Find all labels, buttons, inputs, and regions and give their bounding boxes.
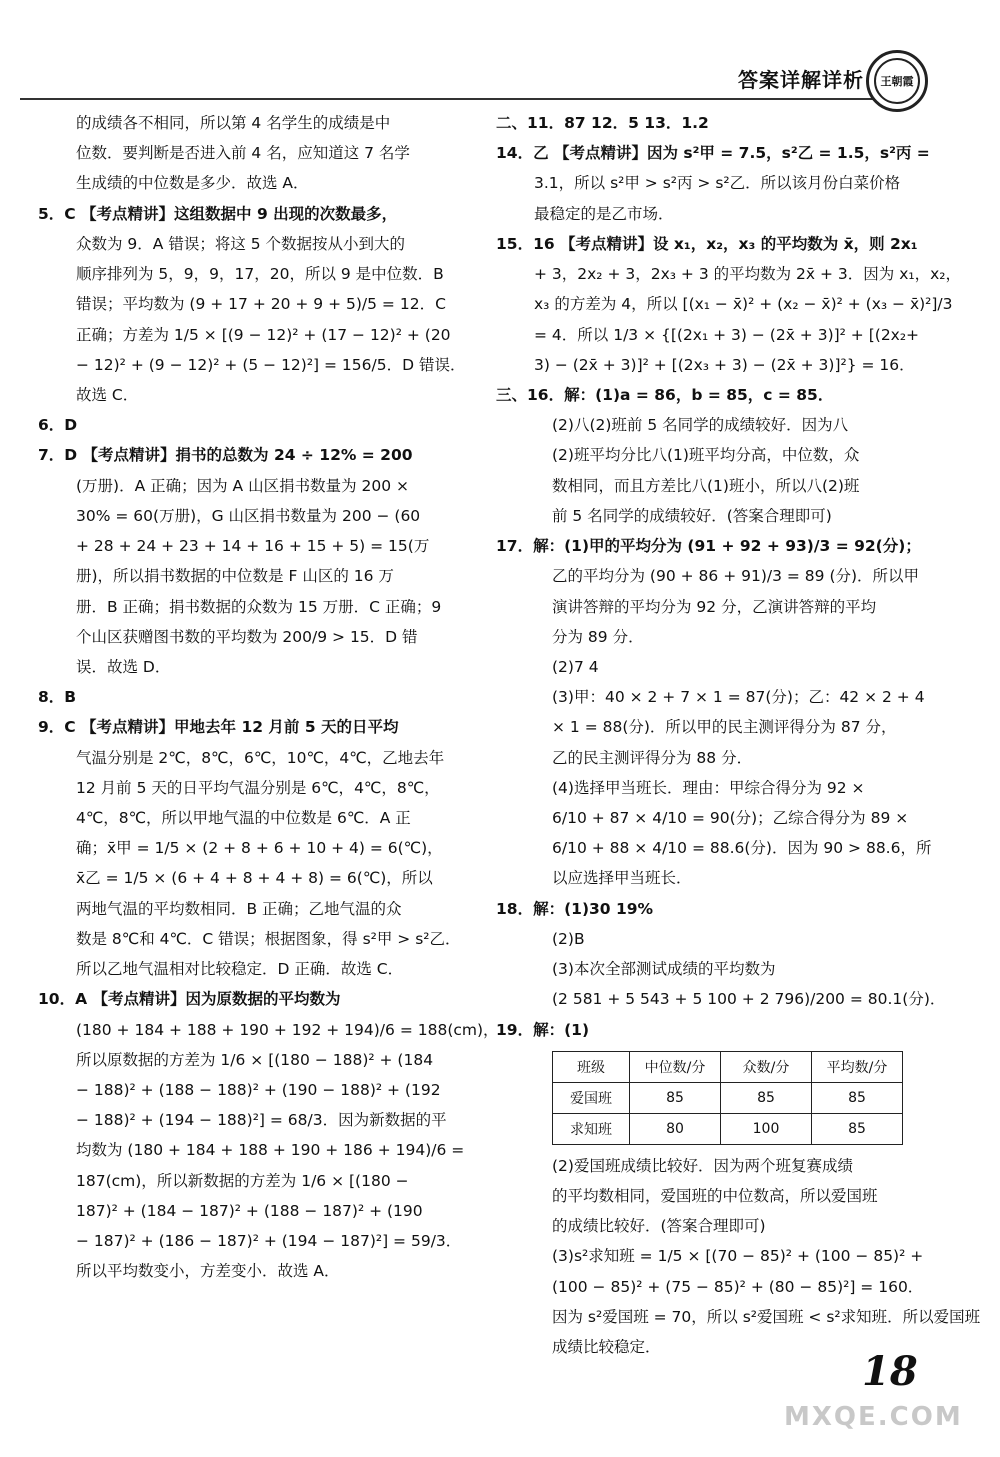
text-line: 所以原数据的方差为 1/6 × [(180 − 188)² + (184 [76,1050,434,1069]
text-line: + 3，2x₂ + 3，2x₃ + 3 的平均数为 2x̄ + 3．因为 x₁，x₂， [534,265,961,284]
text-line: 册．B 正确；捐书数据的众数为 15 万册．C 正确；9 [76,597,442,616]
text-line: 4℃，8℃，所以甲地气温的中位数是 6℃．A 正 [76,809,411,828]
text-line: 15．16 【考点精讲】设 x₁，x₂，x₃ 的平均数为 x̄，则 2x₁ [496,234,918,253]
table-header-cell: 中位数/分 [630,1051,721,1082]
text-line: 187(cm)，所以新数据的方差为 1/6 × [(180 − [76,1171,409,1190]
table-cell: 100 [721,1113,812,1144]
text-line: 7．D 【考点精讲】捐书的总数为 24 ÷ 12% = 200 [38,446,413,465]
text-line: 册)，所以捐书数据的中位数是 F 山区的 16 万 [76,567,394,586]
text-line: 19．解：(1) [496,1020,590,1039]
text-line: × 1 = 88(分)．所以甲的民主测评得分为 87 分， [552,718,897,737]
table-cell: 80 [630,1113,721,1144]
text-line: 187)² + (184 − 187)² + (188 − 187)² + (190 [76,1201,423,1220]
text-line: = 4．所以 1/3 × {[(2x₁ + 3) − (2x̄ + 3)]² + [(2x₂+ [534,325,920,344]
text-line: (2 581 + 5 543 + 5 100 + 2 796)/200 = 80.1(分)． [552,990,946,1009]
text-line: 所以乙地气温相对比较稳定．D 正确．故选 C． [76,960,404,979]
text-line: 故选 C． [76,385,139,404]
text-line: 的平均数相同，爱国班的中位数高，所以爱国班 [552,1187,878,1205]
text-line: 6/10 + 88 × 4/10 = 88.6(分)．因为 90 > 88.6，所 [552,839,932,858]
text-line: 众数为 9．A 错误；将这 5 个数据按从小到大的 [76,234,406,253]
text-line: (万册)．A 正确；因为 A 山区捐书数量为 200 × [76,476,410,495]
text-line: − 187)² + (186 − 187)² + (194 − 187)²] = 59/3． [76,1232,462,1251]
table-cell: 85 [812,1113,903,1144]
text-line: 数相同，而且方差比八(1)班小，所以八(2)班 [552,476,860,495]
text-line: 确；x̄甲 = 1/5 × (2 + 8 + 6 + 10 + 4) = 6(℃)， [76,839,443,858]
text-line: 二、11．87 12．5 13．1.2 [496,114,709,132]
text-line: 前 5 名同学的成绩较好．(答案合理即可) [552,506,832,525]
text-line: − 12)² + (9 − 12)² + (5 − 12)²] = 156/5．D 错误． [76,355,466,374]
text-line: (2)B [552,929,585,948]
table-header-row [553,1051,903,1082]
text-line: 所以平均数变小，方差变小．故选 A． [76,1262,340,1281]
text-line: 气温分别是 2℃，8℃，6℃，10℃，4℃，乙地去年 [76,748,445,767]
table-cell: 85 [721,1082,812,1113]
text-line: 6．D [38,416,78,435]
text-line: + 28 + 24 + 23 + 14 + 16 + 15 + 5) = 15(万 [76,537,430,556]
text-line: 3.1，所以 s²甲 > s²丙 > s²乙．所以该月份白菜价格 [534,174,901,193]
text-line: (2)班平均分比八(1)班平均分高，中位数，众 [552,446,860,465]
text-line: 错误；平均数为 (9 + 17 + 20 + 9 + 5)/5 = 12．C [76,295,446,314]
text-line: 最稳定的是乙市场． [534,204,674,223]
text-line: 因为 s²爱国班 = 70，所以 s²爱国班 < s²求知班．所以爱国班 [552,1307,981,1326]
text-line: (3)本次全部测试成绩的平均数为 [552,960,776,979]
text-line: (180 + 184 + 188 + 190 + 192 + 194)/6 = 188(cm)， [76,1020,499,1039]
text-line: 三、16．解：(1)a = 86，b = 85，c = 85． [496,385,834,404]
text-line: − 188)² + (194 − 188)²] = 68/3．因为新数据的平 [76,1111,447,1130]
page-number: 18 [862,1348,918,1395]
text-line: 个山区获赠图书数的平均数为 200/9 > 15．D 错 [76,627,418,646]
text-line: 演讲答辩的平均分为 92 分，乙演讲答辩的平均 [552,597,877,616]
text-line: 分为 89 分． [552,627,644,646]
text-line: 乙的民主测评得分为 88 分． [552,748,753,767]
table-cell: 85 [812,1082,903,1113]
watermark: MXQE.COM [784,1402,963,1432]
logo-text: 王朝霞 [874,58,920,104]
publisher-logo-icon [866,50,928,112]
text-line: x̄乙 = 1/5 × (6 + 4 + 8 + 4 + 8) = 6(℃)，所以 [76,869,433,888]
text-line: 3) − (2x̄ + 3)]² + [(2x₃ + 3) − (2x̄ + 3)]²} = 16． [534,355,915,374]
score-table [552,1051,903,1145]
text-line: (3)s²求知班 = 1/5 × [(70 − 85)² + (100 − 85)² + [552,1247,924,1266]
table-cell: 爱国班 [553,1082,630,1113]
text-line: (4)选择甲当班长．理由：甲综合得分为 92 × [552,778,865,797]
text-line: 17．解：(1)甲的平均分为 (91 + 92 + 93)/3 = 92(分)； [496,537,921,556]
text-line: 14．乙 【考点精讲】因为 s²甲 = 7.5，s²乙 = 1.5，s²丙 = [496,144,930,163]
header-title: 答案详解详析 [738,68,864,92]
text-line: 以应选择甲当班长． [552,869,692,888]
text-line: 正确；方差为 1/5 × [(9 − 12)² + (17 − 12)² + (20 [76,325,451,344]
text-line: x₃ 的方差为 4，所以 [(x₁ − x̄)² + (x₂ − x̄)² + (x₃ − x̄)²]/3 [534,295,953,314]
text-line: (2)7 4 [552,657,599,676]
text-line: − 188)² + (188 − 188)² + (190 − 188)² + (192 [76,1081,441,1099]
text-line: 8．B [38,688,77,707]
text-line: 位数．要判断是否进入前 4 名，应知道这 7 名学 [76,144,410,163]
text-line: 9．C 【考点精讲】甲地去年 12 月前 5 天的日平均 [38,718,399,737]
text-line: 误．故选 D． [76,657,171,676]
text-line: 均数为 (180 + 184 + 188 + 190 + 186 + 194)/6 = [76,1141,465,1160]
text-line: 数是 8℃和 4℃．C 错误；根据图象，得 s²甲 > s²乙． [76,929,461,948]
table-header-cell: 众数/分 [721,1051,812,1082]
table-header-cell: 平均数/分 [812,1051,903,1082]
text-line: 两地气温的平均数相同．B 正确；乙地气温的众 [76,899,402,918]
text-line: 6/10 + 87 × 4/10 = 90(分)；乙综合得分为 89 × [552,809,909,828]
text-line: 成绩比较稳定． [552,1338,661,1357]
table-cell: 求知班 [553,1113,630,1144]
text-line: 的成绩各不相同，所以第 4 名学生的成绩是中 [76,114,391,132]
text-line: (100 − 85)² + (75 − 85)² + (80 − 85)²] = 160． [552,1277,924,1296]
right-column [496,108,981,1362]
table-row [553,1082,903,1113]
right-column-top [496,108,961,1045]
text-line: 30% = 60(万册)，G 山区捐书数量为 200 − (60 [76,506,421,525]
text-line: 18．解：(1)30 19% [496,899,654,918]
table-header-cell: 班级 [553,1051,630,1082]
table-cell: 85 [630,1082,721,1113]
text-line: 12 月前 5 天的日平均气温分别是 6℃，4℃，8℃， [76,778,440,797]
page-header [0,58,1000,104]
table-row [553,1113,903,1144]
text-line: 生成绩的中位数是多少．故选 A． [76,174,309,193]
text-line: (2)八(2)班前 5 名同学的成绩较好．因为八 [552,416,849,435]
left-column [38,108,499,1287]
text-line: 5．C 【考点精讲】这组数据中 9 出现的次数最多， [38,204,398,223]
text-line: (3)甲：40 × 2 + 7 × 1 = 87(分)；乙：42 × 2 + 4 [552,688,925,707]
right-column-bottom [496,1151,981,1363]
text-line: 顺序排列为 5，9，9，17，20，所以 9 是中位数．B [76,265,444,284]
text-line: 乙的平均分为 (90 + 86 + 91)/3 = 89 (分)．所以甲 [552,567,920,586]
text-line: 10．A 【考点精讲】因为原数据的平均数为 [38,990,341,1009]
text-line: (2)爱国班成绩比较好．因为两个班复赛成绩 [552,1156,853,1175]
header-rule [20,98,880,100]
text-line: 的成绩比较好．(答案合理即可) [552,1217,766,1236]
